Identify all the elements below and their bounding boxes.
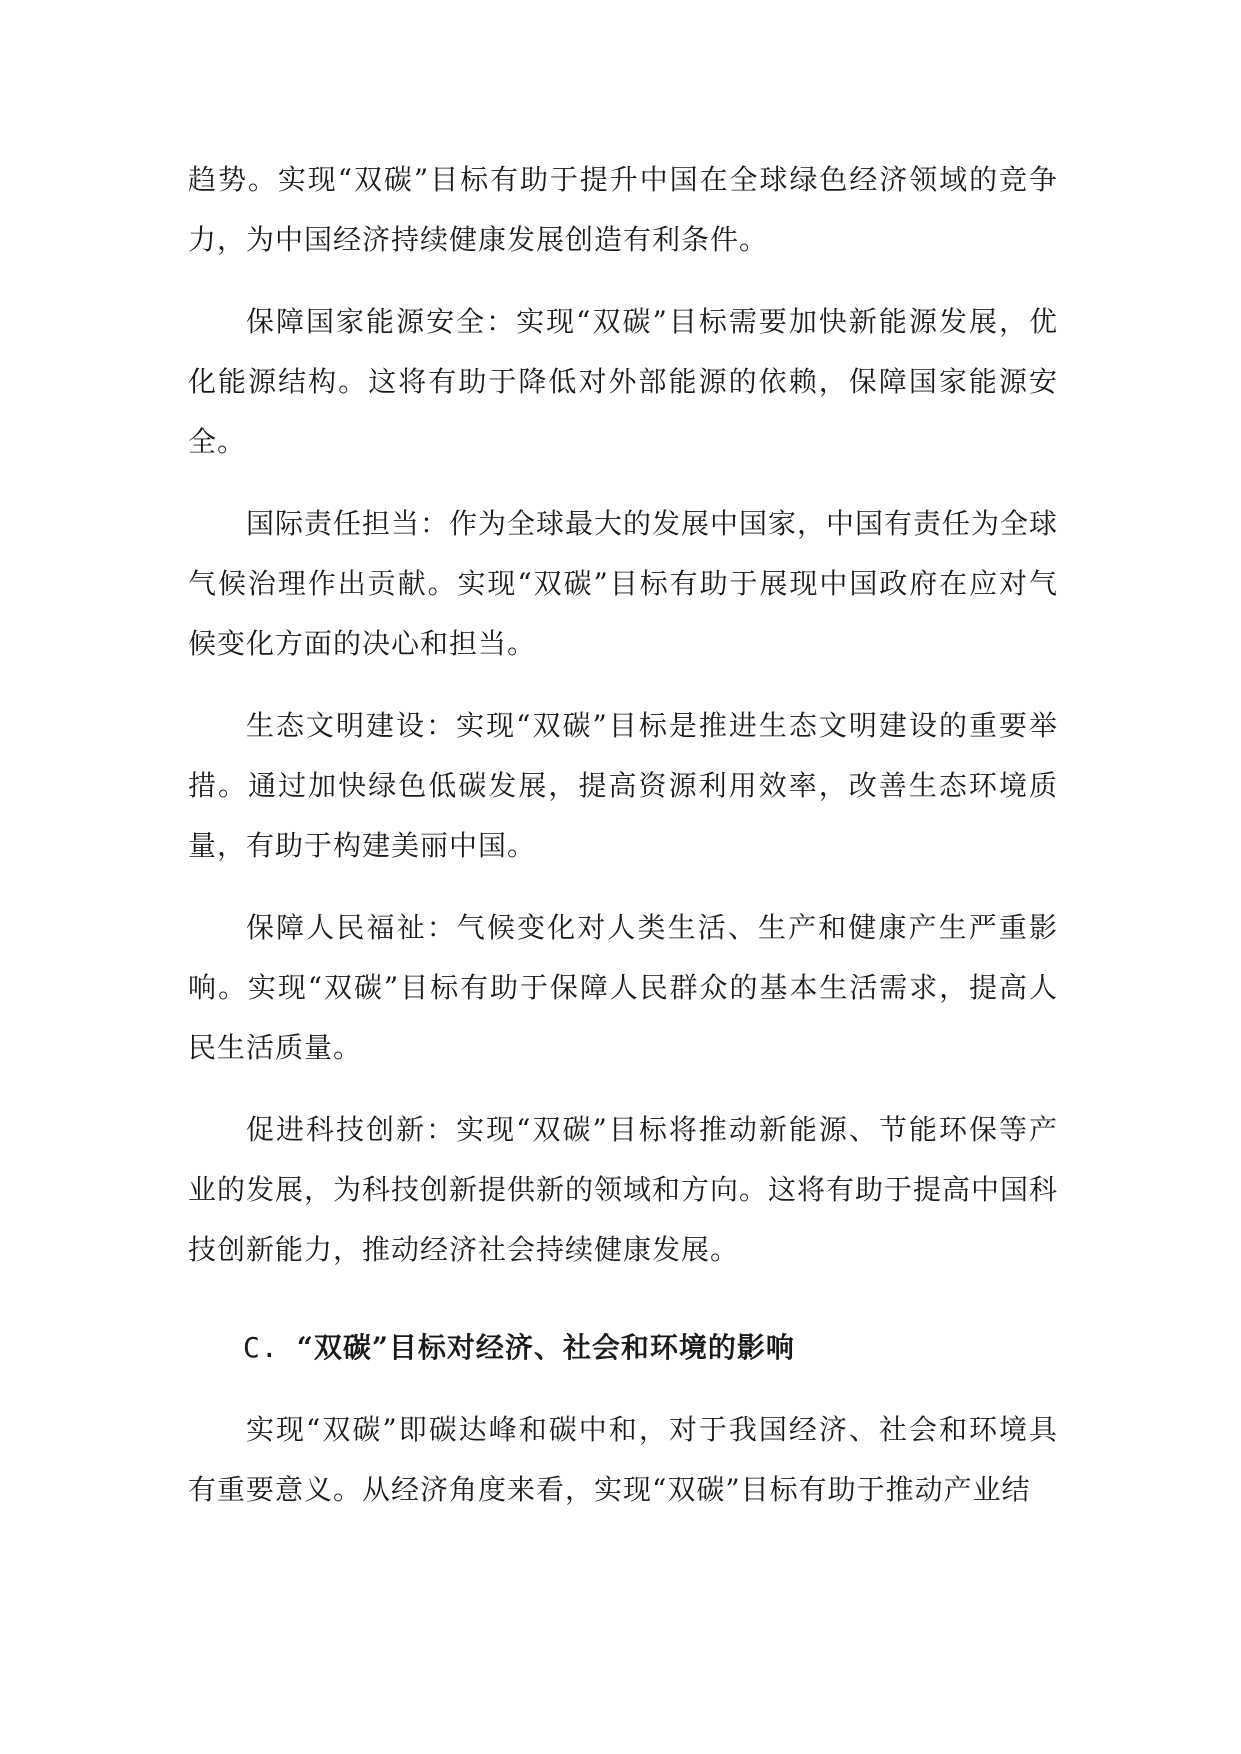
paragraph-energy-security: 保障国家能源安全：实现“双碳”目标需要加快新能源发展，优化能源结构。这将有助于降低对外部能源的依赖，保障国家能源安全。 [188,305,1058,458]
paragraph-tech-innovation: 促进科技创新：实现“双碳”目标将推动新能源、节能环保等产业的发展，为科技创新提供新的领域和方向。这将有助于提高中国科技创新能力，推动经济社会持续健康发展。 [188,1113,1059,1266]
section-heading [188,1318,1058,1378]
paragraph-section-intro: 实现“双碳”即碳达峰和碳中和，对于我国经济、社会和环境具有重要意义。从经济角度来看，实现“双碳”目标有助于推动产业结 [188,1413,1058,1506]
document-body [188,150,1058,1542]
section-title: “双碳”目标对经济、社会和环境的影响 [296,1331,795,1364]
paragraph-green-economy: 趋势。实现“双碳”目标有助于提升中国在全球绿色经济领域的竞争力，为中国经济持续健康发展创造有利条件。 [188,163,1058,256]
paragraph-people-welfare: 保障人民福祉：气候变化对人类生活、生产和健康产生严重影响。实现“双碳”目标有助于保障人民群众的基本生活需求，提高人民生活质量。 [188,911,1058,1064]
paragraph-ecological-civilization: 生态文明建设：实现“双碳”目标是推进生态文明建设的重要举措。通过加快绿色低碳发展，提高资源利用效率，改善生态环境质量，有助于构建美丽中国。 [188,709,1058,862]
paragraph-international-responsibility: 国际责任担当：作为全球最大的发展中国家，中国有责任为全球气候治理作出贡献。实现“双碳”目标有助于展现中国政府在应对气候变化方面的决心和担当。 [188,507,1059,660]
section-number: C. [243,1331,279,1364]
